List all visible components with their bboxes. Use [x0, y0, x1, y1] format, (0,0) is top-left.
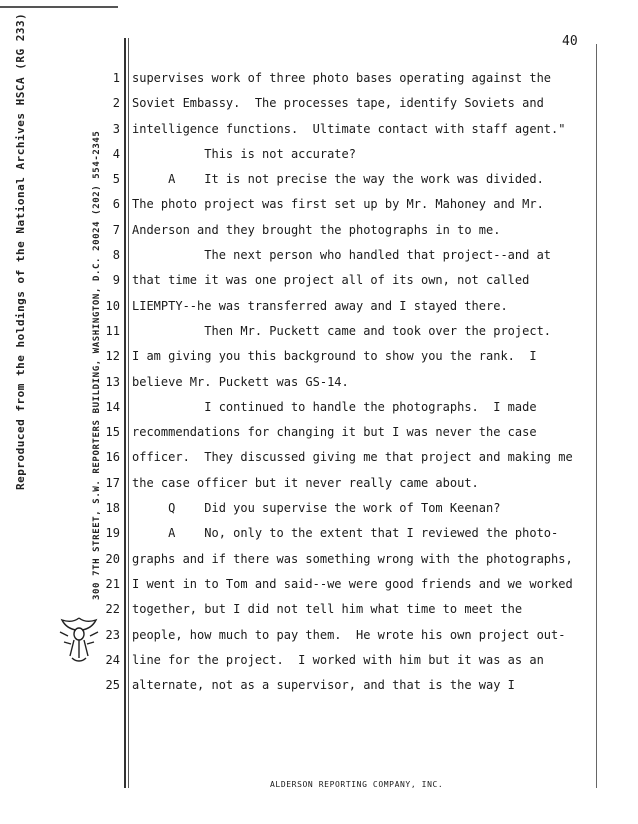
line-number: 21 — [105, 576, 120, 591]
transcript-line: Q Did you supervise the work of Tom Keenan? — [132, 501, 501, 516]
line-number: 25 — [105, 678, 120, 693]
line-number: 8 — [112, 248, 120, 263]
line-number: 17 — [105, 475, 120, 490]
transcript-line: A It is not precise the way the work was divided. — [132, 172, 544, 187]
transcript-line: I continued to handle the photographs. I made — [132, 399, 537, 414]
transcript-line: A No, only to the extent that I reviewed the photo- — [132, 526, 559, 541]
transcript-line: together, but I did not tell him what time to meet the — [132, 602, 523, 617]
transcript-line: alternate, not as a supervisor, and that is the way I — [132, 678, 515, 693]
transcript-lines — [132, 66, 592, 698]
transcript-line: This is not accurate? — [132, 146, 356, 161]
transcript-line: Soviet Embassy. The processes tape, identify Soviets and — [132, 96, 544, 111]
line-number: 18 — [105, 501, 120, 516]
margin-rule — [124, 38, 126, 788]
line-number: 14 — [105, 399, 120, 414]
line-number: 19 — [105, 526, 120, 541]
line-number: 10 — [105, 298, 120, 313]
page-number: 40 — [562, 34, 578, 49]
line-number: 12 — [105, 349, 120, 364]
line-number: 6 — [112, 197, 120, 212]
transcript-line: I am giving you this background to show you the rank. I — [132, 349, 537, 364]
line-numbers — [98, 66, 120, 698]
transcript-line: believe Mr. Puckett was GS-14. — [132, 374, 349, 389]
margin-rule — [128, 38, 129, 788]
reporter-address: 300 7TH STREET, S.W. REPORTERS BUILDING, WASHINGTON, D.C. 20024 (202) 554-2345 — [92, 130, 102, 600]
transcript-line: people, how much to pay them. He wrote his own project out- — [132, 627, 566, 642]
line-number: 20 — [105, 551, 120, 566]
line-number: 23 — [105, 627, 120, 642]
line-number: 16 — [105, 450, 120, 465]
line-number: 2 — [112, 96, 120, 111]
transcript-line: supervises work of three photo bases operating against the — [132, 71, 552, 85]
transcript-line: intelligence functions. Ultimate contact with staff agent." — [132, 121, 566, 136]
transcript-line: The photo project was first set up by Mr. Mahoney and Mr. — [132, 197, 544, 212]
footer-company: ALDERSON REPORTING COMPANY, INC. — [270, 780, 444, 789]
line-number: 3 — [112, 121, 120, 136]
line-number: 22 — [105, 602, 120, 617]
line-number: 5 — [112, 172, 120, 187]
transcript-line: line for the project. I worked with him but it was as an — [132, 652, 544, 667]
transcript-line: recommendations for changing it but I was never the case — [132, 425, 537, 440]
transcript-line: I went in to Tom and said--we were good friends and we worked — [132, 576, 573, 591]
line-number: 1 — [112, 71, 120, 85]
transcript-line: The next person who handled that project--and at — [132, 248, 552, 263]
eagle-seal-icon — [56, 612, 102, 664]
transcript-line: Anderson and they brought the photographs in to me. — [132, 222, 501, 237]
top-rule — [0, 6, 118, 8]
archive-watermark: Reproduced from the holdings of the National Archives HSCA (RG 233) — [14, 12, 27, 490]
transcript-line: graphs and if there was something wrong with the photographs, — [132, 551, 573, 566]
transcript-line: LIEMPTY--he was transferred away and I stayed there. — [132, 298, 508, 313]
line-number: 4 — [112, 146, 120, 161]
line-number: 13 — [105, 374, 120, 389]
transcript-line: Then Mr. Puckett came and took over the project. — [132, 323, 552, 338]
margin-rule-right — [596, 44, 597, 788]
line-number: 15 — [105, 425, 120, 440]
line-number: 24 — [105, 652, 120, 667]
line-number: 7 — [112, 222, 120, 237]
transcript-line: that time it was one project all of its own, not called — [132, 273, 530, 288]
transcript-line: the case officer but it never really came about. — [132, 475, 479, 490]
transcript-line: officer. They discussed giving me that project and making me — [132, 450, 573, 465]
line-number: 11 — [105, 323, 120, 338]
line-number: 9 — [112, 273, 120, 288]
